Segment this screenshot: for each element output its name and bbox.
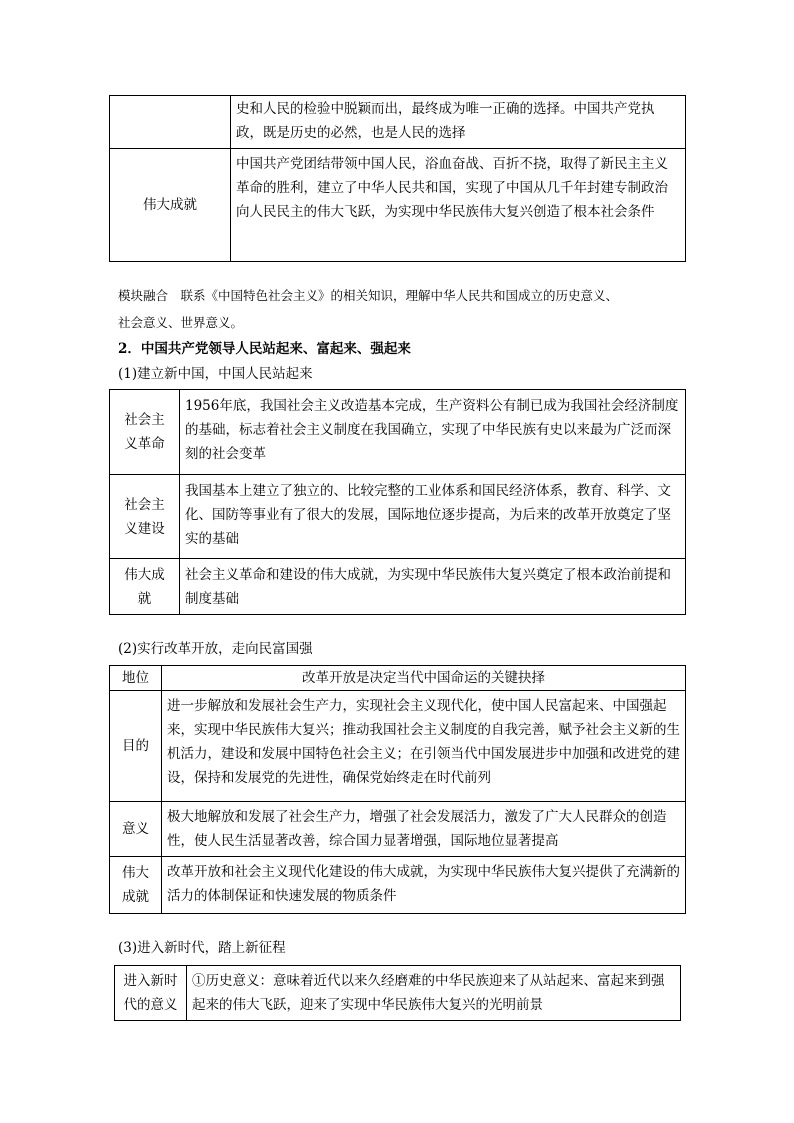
table-row [110,802,686,857]
table-stand-up [109,389,686,615]
table-row [110,96,686,149]
empty-label-cell [110,96,231,149]
row-label: 地位 [110,666,162,691]
module-note-line-2: 社会意义、世界意义。 [118,315,244,330]
row-label: 意义 [110,802,162,857]
table-party-choice [109,95,686,262]
table-cell: ①历史意义：意味着近代以来久经磨难的中华民族迎来了从站起来、富起来到强起来的伟大飞跃，迎来了实现中华民族伟大复兴的光明前景 [187,966,681,1021]
table-cell: 1956年底，我国社会主义改造基本完成，生产资料公有制已成为我国社会经济制度的基础，标志着社会主义制度在我国确立，实现了中华民族有史以来最为广泛而深刻的社会变革 [180,390,686,475]
table-cell: 我国基本上建立了独立的、比较完整的工业体系和国民经济体系，教育、科学、文化、国防等事业有了很大的发展，国际地位逐步提高，为后来的改革开放奠定了坚实的基础 [180,475,686,559]
table-cell: 社会主义革命和建设的伟大成就，为实现中华民族伟大复兴奠定了根本政治前提和制度基础 [180,559,686,615]
table-row [115,966,681,1021]
table-row [110,857,686,914]
table-cell: 改革开放和社会主义现代化建设的伟大成就，为实现中华民族伟大复兴提供了充满新的活力的体制保证和快速发展的物质条件 [162,857,686,914]
subsection-heading-1: (1)建立新中国，中国人民站起来 [118,366,313,382]
table-row [110,149,686,262]
table-reform-opening [109,665,686,914]
section-heading: 2．中国共产党领导人民站起来、富起来、强起来 [118,341,411,357]
table-cell: 极大地解放和发展了社会生产力，增强了社会发展活力，激发了广大人民群众的创造性，使人民生活显著改善，综合国力显著增强，国际地位显著提高 [162,802,686,857]
table-row [110,559,686,615]
table-row [110,475,686,559]
row-label: 伟大成就 [110,149,231,262]
table-row [110,666,686,691]
table-cell: 史和人民的检验中脱颖而出，最终成为唯一正确的选择。中国共产党执政，既是历史的必然，也是人民的选择 [231,96,686,149]
table-cell: 进一步解放和发展社会生产力，实现社会主义现代化，使中国人民富起来、中国强起来，实现中华民族伟大复兴；推动我国社会主义制度的自我完善，赋予社会主义新的生机活力，建设和发展中国特色社会主义；在引领当代中国发展进步中加强和改进党的建设，保持和发展党的先进性，确保党始终走在时代前列 [162,691,686,802]
subsection-heading-2: (2)实行改革开放，走向民富国强 [118,641,313,657]
table-cell: 中国共产党团结带领中国人民，浴血奋战、百折不挠，取得了新民主主义革命的胜利，建立了中华人民共和国，实现了中国从几千年封建专制政治向人民民主的伟大飞跃，为实现中华民族伟大复兴创造了根本社会条件 [231,149,686,262]
row-label: 伟大成就 [110,559,180,615]
row-label: 进入新时代的意义 [115,966,187,1021]
row-label: 目的 [110,691,162,802]
row-label: 社会主义建设 [110,475,180,559]
module-note-line-1: 模块融合 联系《中国特色社会主义》的相关知识，理解中华人民共和国成立的历史意义、 [118,288,619,303]
table-new-era [114,965,681,1021]
table-cell: 改革开放是决定当代中国命运的关键抉择 [162,666,686,691]
subsection-heading-3: (3)进入新时代，踏上新征程 [118,940,286,956]
table-row [110,691,686,802]
row-label: 社会主义革命 [110,390,180,475]
row-label: 伟大成就 [110,857,162,914]
table-row [110,390,686,475]
